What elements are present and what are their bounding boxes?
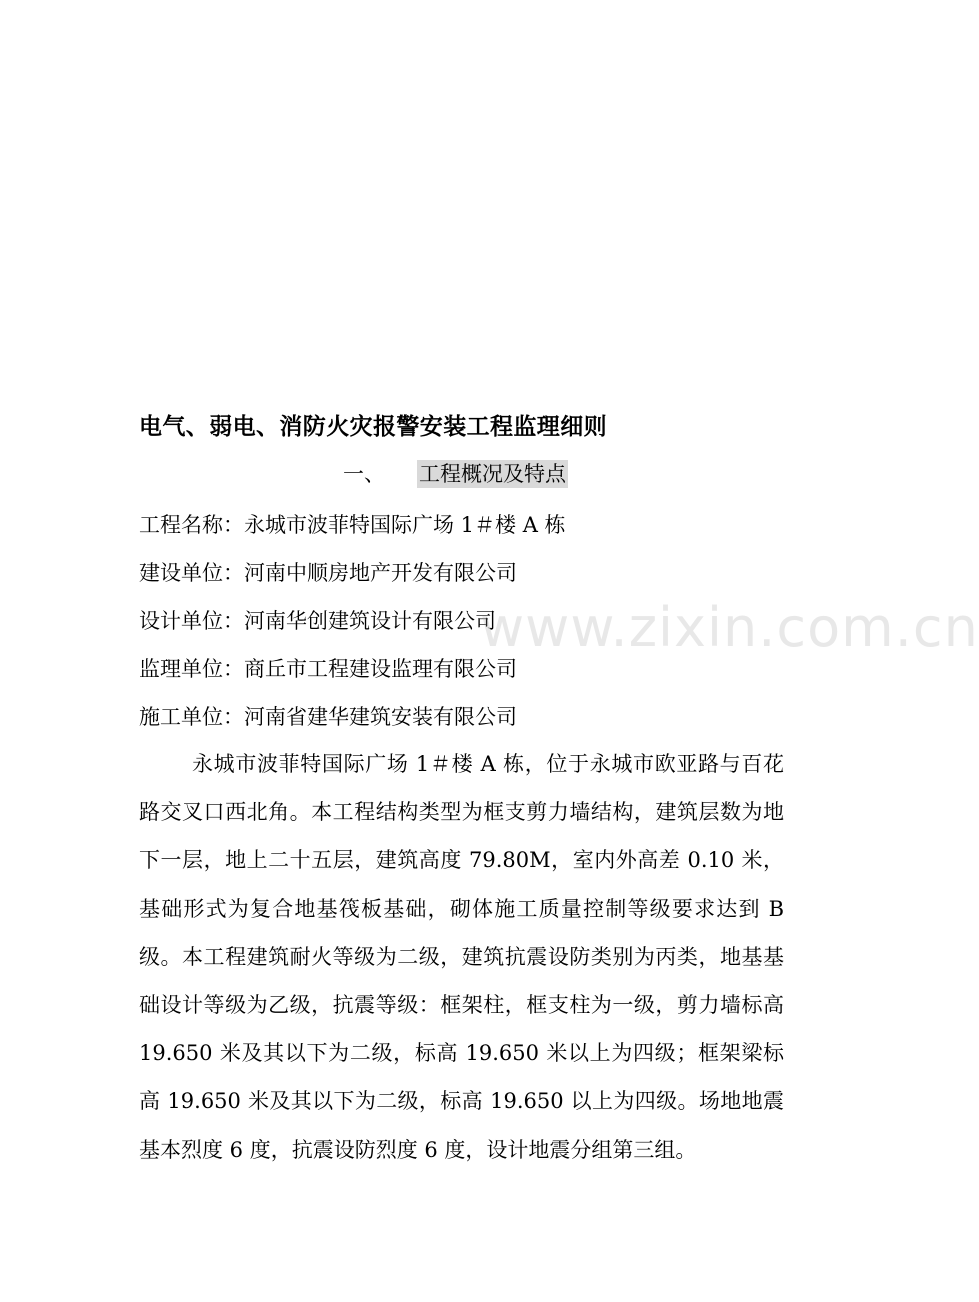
field-value: 永城市波菲特国际广场 1＃楼 A 栋 bbox=[244, 513, 566, 537]
project-overview-paragraph: 永城市波菲特国际广场 1＃楼 A 栋，位于永城市欧亚路与百花路交叉口西北角。本工程结构类型为框支剪力墙结构，建筑层数为地下一层，地上二十五层，建筑高度 79.80M，室内外高差 0.10 米，基础形式为复合地基筏板基础，砌体施工质量控制等级要求达到 B 级。本工程建筑耐火等级为二级，建筑抗震设防类别为丙类，地基基础设计等级为乙级，抗震等级：框架柱，框支柱为一级，剪力墙标高 19.650 米及其以下为二级，标高 19.650 米以上为四级；框架梁标高 19.650 米及其以下为二级，标高 19.650 以上为四级。场地地震基本烈度 6 度，抗震设防烈度 6 度，设计地震分组第三组。 bbox=[139, 752, 784, 1162]
field-supervision-unit bbox=[139, 653, 517, 683]
field-construction-unit bbox=[139, 557, 517, 587]
field-value: 河南华创建筑设计有限公司 bbox=[244, 609, 496, 633]
section-title: 工程概况及特点 bbox=[419, 462, 566, 486]
document-title: 电气、弱电、消防火灾报警安装工程监理细则 bbox=[139, 414, 607, 440]
field-label: 监理单位： bbox=[139, 657, 244, 681]
watermark: www.zixin.com.cn bbox=[480, 596, 979, 659]
field-value: 河南中顺房地产开发有限公司 bbox=[244, 561, 517, 585]
field-value: 河南省建华建筑安装有限公司 bbox=[244, 705, 517, 729]
section-number: 一、 bbox=[343, 462, 385, 486]
field-value: 商丘市工程建设监理有限公司 bbox=[244, 657, 517, 681]
field-label: 设计单位： bbox=[139, 609, 244, 633]
section-heading bbox=[343, 458, 568, 488]
field-label: 工程名称： bbox=[139, 513, 244, 537]
field-project-name bbox=[139, 509, 566, 539]
field-design-unit bbox=[139, 605, 496, 635]
field-label: 施工单位： bbox=[139, 705, 244, 729]
field-label: 建设单位： bbox=[139, 561, 244, 585]
field-contractor-unit bbox=[139, 701, 517, 731]
